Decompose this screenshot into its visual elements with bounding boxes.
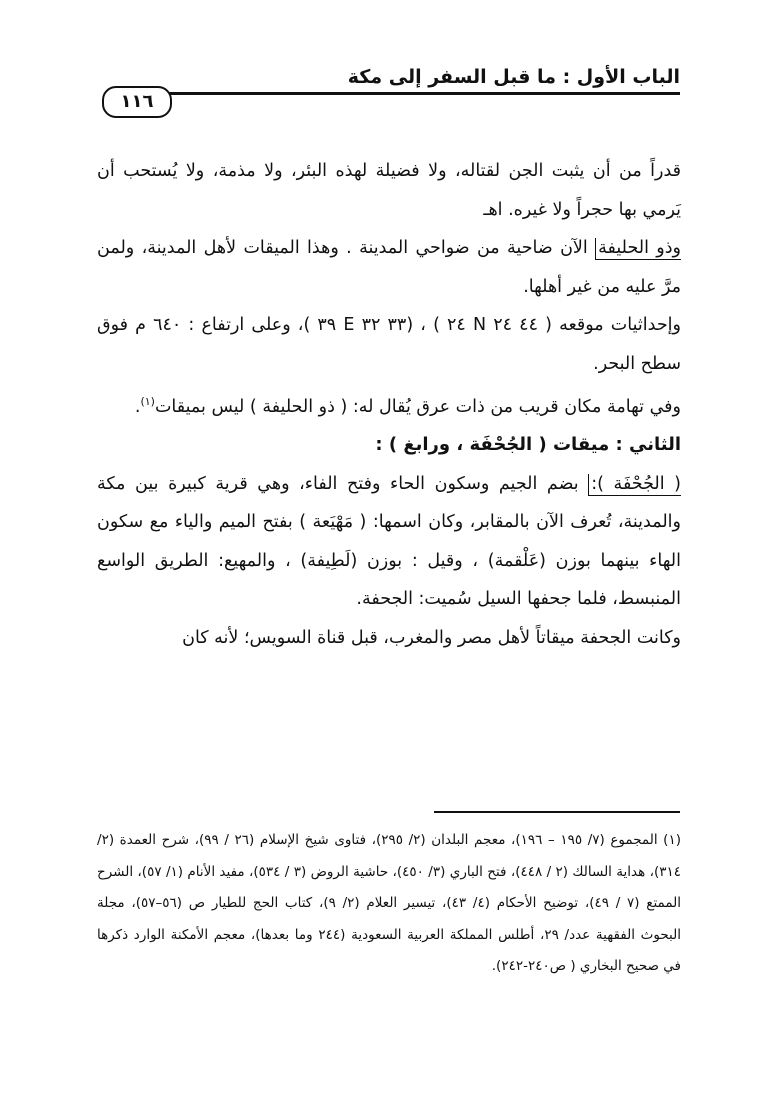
footnote-1: (١) المجموع (٧/ ١٩٥ – ١٩٦)، معجم البلدان (٢/ ٢٩٥)، فتاوى شيخ الإسلام (٢٦ / ٩٩)، شرح العمدة (٢/ ٣١٤)، هداية السالك (٢ / ٤٤٨)، فتح الباري (٣/ ٤٥٠)، حاشية الروض (٣ / ٥٣٤)، مفيد الأنام (١/ ٥٧)، الشرح الممتع (٧ / ٤٩)، توضيح الأحكام (٤/ ٤٣)، تيسير العلام (٢/ ٩)، كتاب الحج للطيار ص (٥٦–٥٧)، مجلة البحوث الفقهية عدد/ ٢٩، أطلس المملكة العربية السعودية (٢٤٤ وما بعدها)، معجم الأمكنة الوارد ذكرها في صحيح البخاري ( ص٢٤٠-٢٤٢). xyxy=(97,832,681,974)
footnote-separator xyxy=(434,811,680,813)
section-heading: الثاني : ميقات ( الجُحْفَة ، ورابغ ) : xyxy=(375,434,681,456)
paragraph-6: وكانت الجحفة ميقاتاً لأهل مصر والمغرب، قبل قناة السويس؛ لأنه كان xyxy=(182,627,681,648)
paragraph-4-end: . xyxy=(134,396,141,417)
footnote-reference: (١) xyxy=(140,395,155,408)
paragraph-2-text: الآن ضاحية من ضواحي المدينة . وهذا الميقات لأهل المدينة، ولمن مرَّ عليه من غير أهلها. xyxy=(97,238,681,297)
paragraph-5-text: بضم الجيم وسكون الحاء وفتح الفاء، وهي قرية كبيرة بين مكة والمدينة، تُعرف الآن بالمقابر، وكان اسمها: ( مَهْيَعة ) بفتح الميم والياء مع سكون الهاء بينهما بوزن (عَلْقمة) ، وقيل : بوزن (لَطِيفة) ، والمهيع: الطريق الواسع المنبسط، فلما جحفها السيل سُميت: الجحفة. xyxy=(97,473,681,610)
header-rule xyxy=(110,92,680,95)
running-header xyxy=(110,66,680,122)
paragraph-1: قدراً من أن يثبت الجن لقتاله، ولا فضيلة لهذه البئر، ولا مذمة، ولا يُستحب أن يَرمي بها حجراً ولا غيره. اهـ xyxy=(97,161,681,220)
term-dhul-hulayfa: وذو الحليفة xyxy=(595,238,681,260)
paragraph-5 xyxy=(97,465,681,619)
paragraph-3: وإحداثيات موقعه ( ٤٤ ٢٤ N ٢٤ ) ، (٣٣ ٣٢ E ٣٩ )، وعلى ارتفاع : ٦٤٠ م فوق سطح البحر. xyxy=(97,315,681,374)
chapter-title: الباب الأول : ما قبل السفر إلى مكة xyxy=(347,66,680,88)
paragraph-4-text: وفي تهامة مكان قريب من ذات عرق يُقال له: ( ذو الحليفة ) ليس بميقات xyxy=(154,396,681,417)
term-juhfa: ( الجُحْفَة ): xyxy=(588,474,681,496)
paragraph-2 xyxy=(97,229,681,306)
page-number: ١١٦ xyxy=(102,86,172,118)
main-text xyxy=(97,152,681,657)
paragraph-4 xyxy=(97,383,681,426)
footnotes xyxy=(97,825,681,983)
